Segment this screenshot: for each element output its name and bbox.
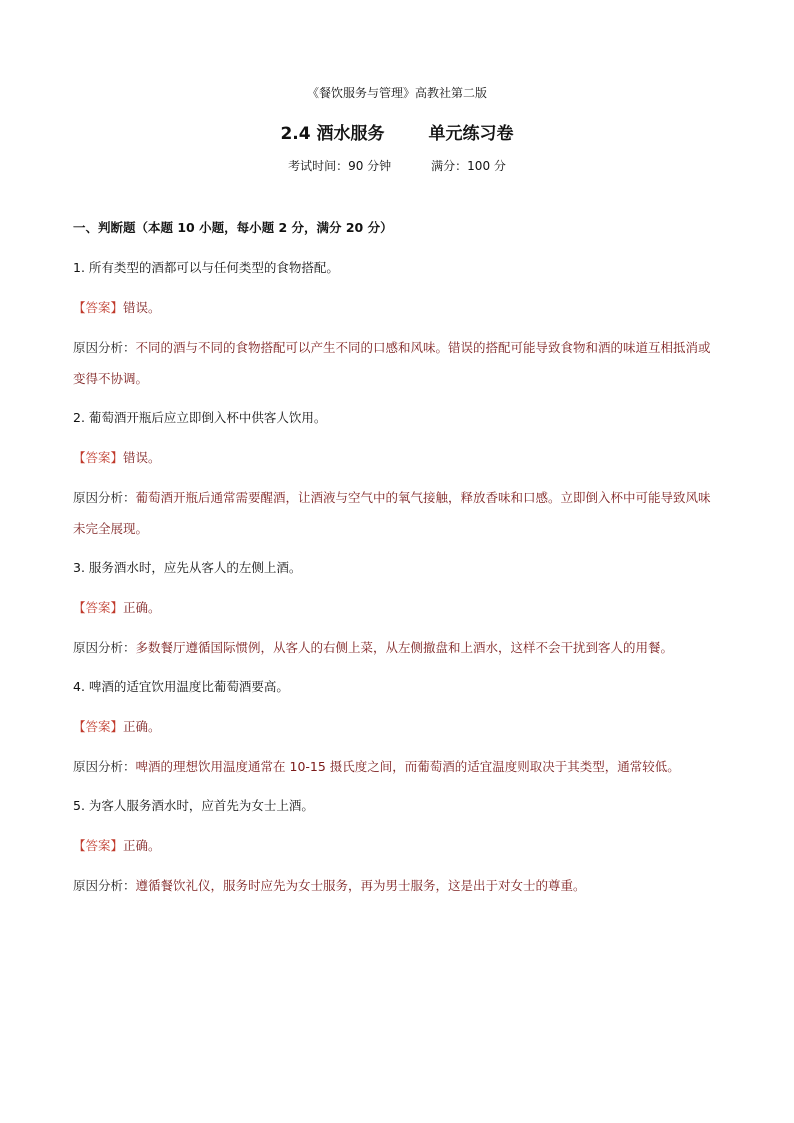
question-text: 3. 服务酒水时，应先从客人的左侧上酒。 xyxy=(73,560,302,575)
full-score: 满分：100 分 xyxy=(431,159,506,173)
reason-analysis xyxy=(73,632,723,663)
reason-label: 原因分析： xyxy=(73,759,136,774)
reason-analysis xyxy=(73,870,723,901)
reason-text: 多数餐厅遵循国际惯例，从客人的右侧上菜，从左侧撤盘和上酒水，这样不会干扰到客人的用餐。 xyxy=(135,640,674,655)
unit-title xyxy=(0,119,794,144)
answer-value: 正确。 xyxy=(123,600,161,615)
unit-number: 2.4 酒水服务 xyxy=(280,124,385,144)
book-title: 《餐饮服务与管理》高教社第二版 xyxy=(306,86,487,100)
question-text: 5. 为客人服务酒水时，应首先为女士上酒。 xyxy=(73,798,314,813)
reason-text: 遵循餐饮礼仪，服务时应先为女士服务，再为男士服务，这是出于对女士的尊重。 xyxy=(135,878,586,893)
question-list xyxy=(73,220,723,917)
question-text: 2. 葡萄酒开瓶后应立即倒入杯中供客人饮用。 xyxy=(73,410,327,425)
reason-label: 原因分析： xyxy=(73,490,136,505)
reason-analysis xyxy=(73,751,723,782)
question-text: 4. 啤酒的适宜饮用温度比葡萄酒要高。 xyxy=(73,679,289,694)
reason-analysis xyxy=(73,332,723,394)
reason-label: 原因分析： xyxy=(73,878,136,893)
answer-line xyxy=(73,838,723,854)
answer-tag: 【答案】 xyxy=(73,450,124,465)
answer-tag: 【答案】 xyxy=(73,719,124,734)
answer-line xyxy=(73,600,723,616)
exam-time: 考试时间：90 分钟 xyxy=(288,159,392,173)
reason-label: 原因分析： xyxy=(73,640,136,655)
unit-name: 单元练习卷 xyxy=(428,124,514,144)
reason-analysis xyxy=(73,482,723,544)
reason-label: 原因分析： xyxy=(73,340,136,355)
answer-value: 错误。 xyxy=(123,300,161,315)
answer-value: 正确。 xyxy=(123,719,161,734)
exam-info xyxy=(0,157,794,174)
answer-tag: 【答案】 xyxy=(73,600,124,615)
reason-text: 不同的酒与不同的食物搭配可以产生不同的口感和风味。错误的搭配可能导致食物和酒的味道互相抵消或变得不协调。 xyxy=(73,340,711,386)
answer-value: 错误。 xyxy=(123,450,161,465)
answer-line xyxy=(73,300,723,316)
section-title: 一、判断题（本题 10 小题，每小题 2 分，满分 20 分） xyxy=(73,220,393,235)
reason-text: 啤酒的理想饮用温度通常在 10-15 摄氏度之间，而葡萄酒的适宜温度则取决于其类型，通常较低。 xyxy=(135,759,680,774)
reason-text: 葡萄酒开瓶后通常需要醒酒，让酒液与空气中的氧气接触，释放香味和口感。立即倒入杯中可能导致风味未完全展现。 xyxy=(73,490,711,536)
answer-line xyxy=(73,450,723,466)
answer-line xyxy=(73,719,723,735)
answer-value: 正确。 xyxy=(123,838,161,853)
answer-tag: 【答案】 xyxy=(73,300,124,315)
answer-tag: 【答案】 xyxy=(73,838,124,853)
question-text: 1. 所有类型的酒都可以与任何类型的食物搭配。 xyxy=(73,260,339,275)
